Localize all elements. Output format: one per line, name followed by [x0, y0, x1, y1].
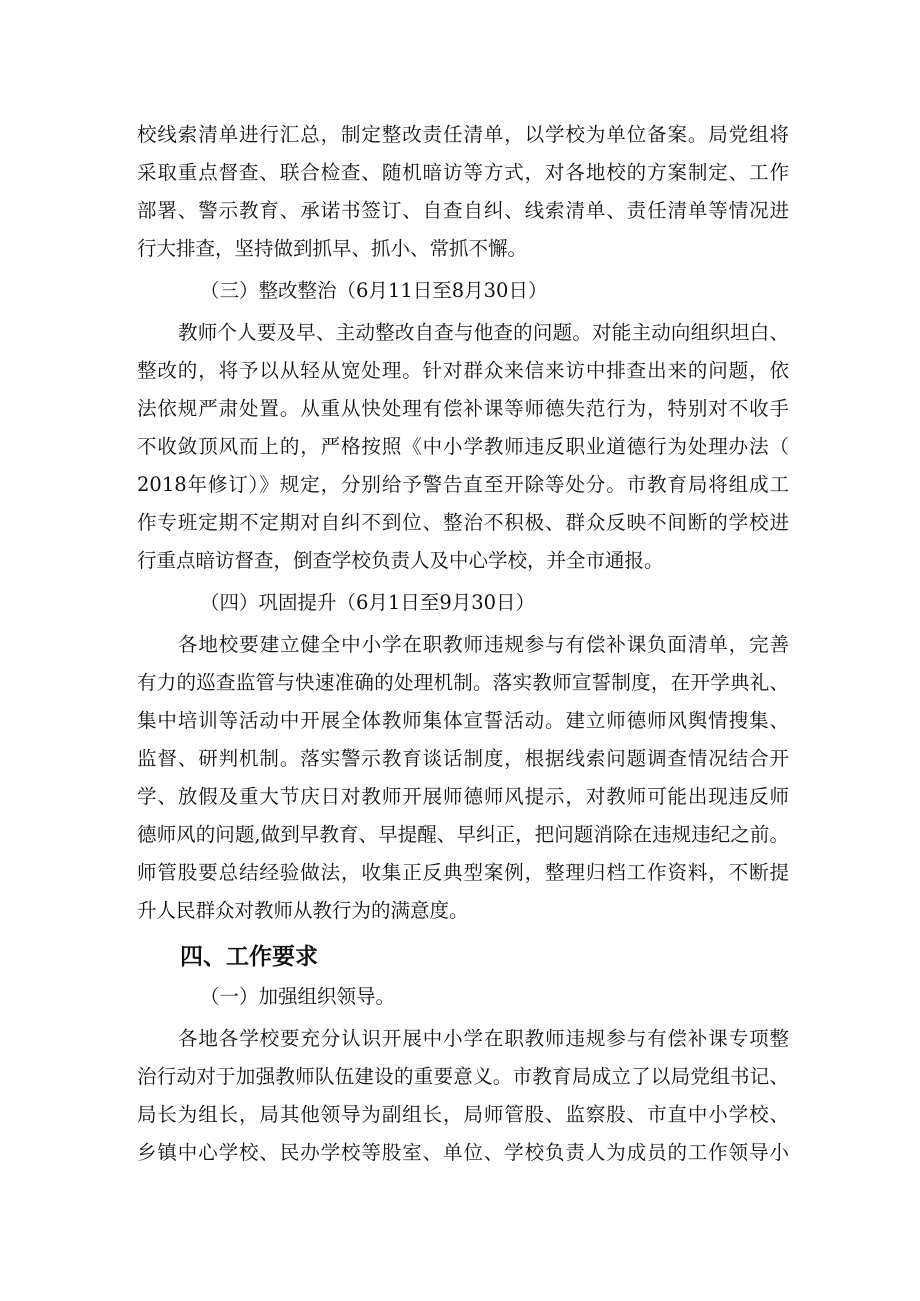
paragraph-line: 整改的，将予以从轻从宽处理。针对群众来信来访中排查出来的问题，依 — [137, 359, 789, 382]
section-subheading: （四）巩固提升（6月1日至9月30日） — [200, 591, 536, 614]
paragraph-line: 升人民群众对教师从教行为的满意度。 — [137, 899, 469, 922]
paragraph-line: 行大排查，坚持做到抓早、抓小、常抓不懈。 — [137, 237, 528, 260]
paragraph-line: 各地校要建立健全中小学在职教师违规参与有偿补课负面清单，完善 — [178, 633, 789, 656]
paragraph-line: 部署、警示教育、承诺书签订、自查自纠、线索清单、责任清单等情况进 — [137, 199, 789, 222]
paragraph-line: 2018年修订）》规定，分别给予警告直至开除等处分。市教育局将组成工 — [137, 473, 789, 496]
paragraph-line: 乡镇中心学校、民办学校等股室、单位、学校负责人为成员的工作领导小 — [137, 1141, 789, 1164]
paragraph-line: 有力的巡查监管与快速准确的处理机制。落实教师宣誓制度，在开学典礼、 — [137, 671, 789, 694]
section-heading: 四、工作要求 — [180, 944, 318, 970]
paragraph-line: 校线索清单进行汇总，制定整改责任清单，以学校为单位备案。局党组将 — [137, 123, 789, 146]
paragraph-line: 法依规严肃处置。从重从快处理有偿补课等师德失范行为，特别对不收手 — [137, 397, 789, 420]
paragraph-line: 教师个人要及早、主动整改自查与他查的问题。对能主动向组织坦白、 — [178, 321, 789, 344]
paragraph-line: 采取重点督查、联合检查、随机暗访等方式，对各地校的方案制定、工作 — [137, 161, 789, 184]
paragraph-line: 学、放假及重大节庆日对教师开展师德师风提示，对教师可能出现违反师 — [137, 785, 789, 808]
section-subheading: （三）整改整治（6月11日至8月30日） — [200, 279, 548, 302]
paragraph-line: 师管股要总结经验做法，收集正反典型案例，整理归档工作资料，不断提 — [137, 861, 789, 884]
paragraph-line: 监督、研判机制。落实警示教育谈话制度，根据线索问题调查情况结合开 — [137, 747, 789, 770]
paragraph-line: 不收敛顶风而上的，严格按照《中小学教师违反职业道德行为处理办法（ — [137, 435, 789, 458]
paragraph-line: 行重点暗访督查，倒查学校负责人及中心学校，并全市通报。 — [137, 549, 664, 572]
section-subheading: （一）加强组织领导。 — [200, 985, 396, 1008]
paragraph-line: 德师风的问题,做到早教育、早提醒、早纠正，把问题消除在违规违纪之前。 — [137, 823, 789, 846]
paragraph-line: 局长为组长，局其他领导为副组长，局师管股、监察股、市直中小学校、 — [137, 1103, 789, 1126]
paragraph-line: 作专班定期不定期对自纠不到位、整治不积极、群众反映不间断的学校进 — [137, 511, 789, 534]
paragraph-line: 集中培训等活动中开展全体教师集体宣誓活动。建立师德师风舆情搜集、 — [137, 709, 789, 732]
paragraph-line: 各地各学校要充分认识开展中小学在职教师违规参与有偿补课专项整 — [178, 1027, 789, 1050]
paragraph-line: 治行动对于加强教师队伍建设的重要意义。市教育局成立了以局党组书记、 — [137, 1065, 789, 1088]
